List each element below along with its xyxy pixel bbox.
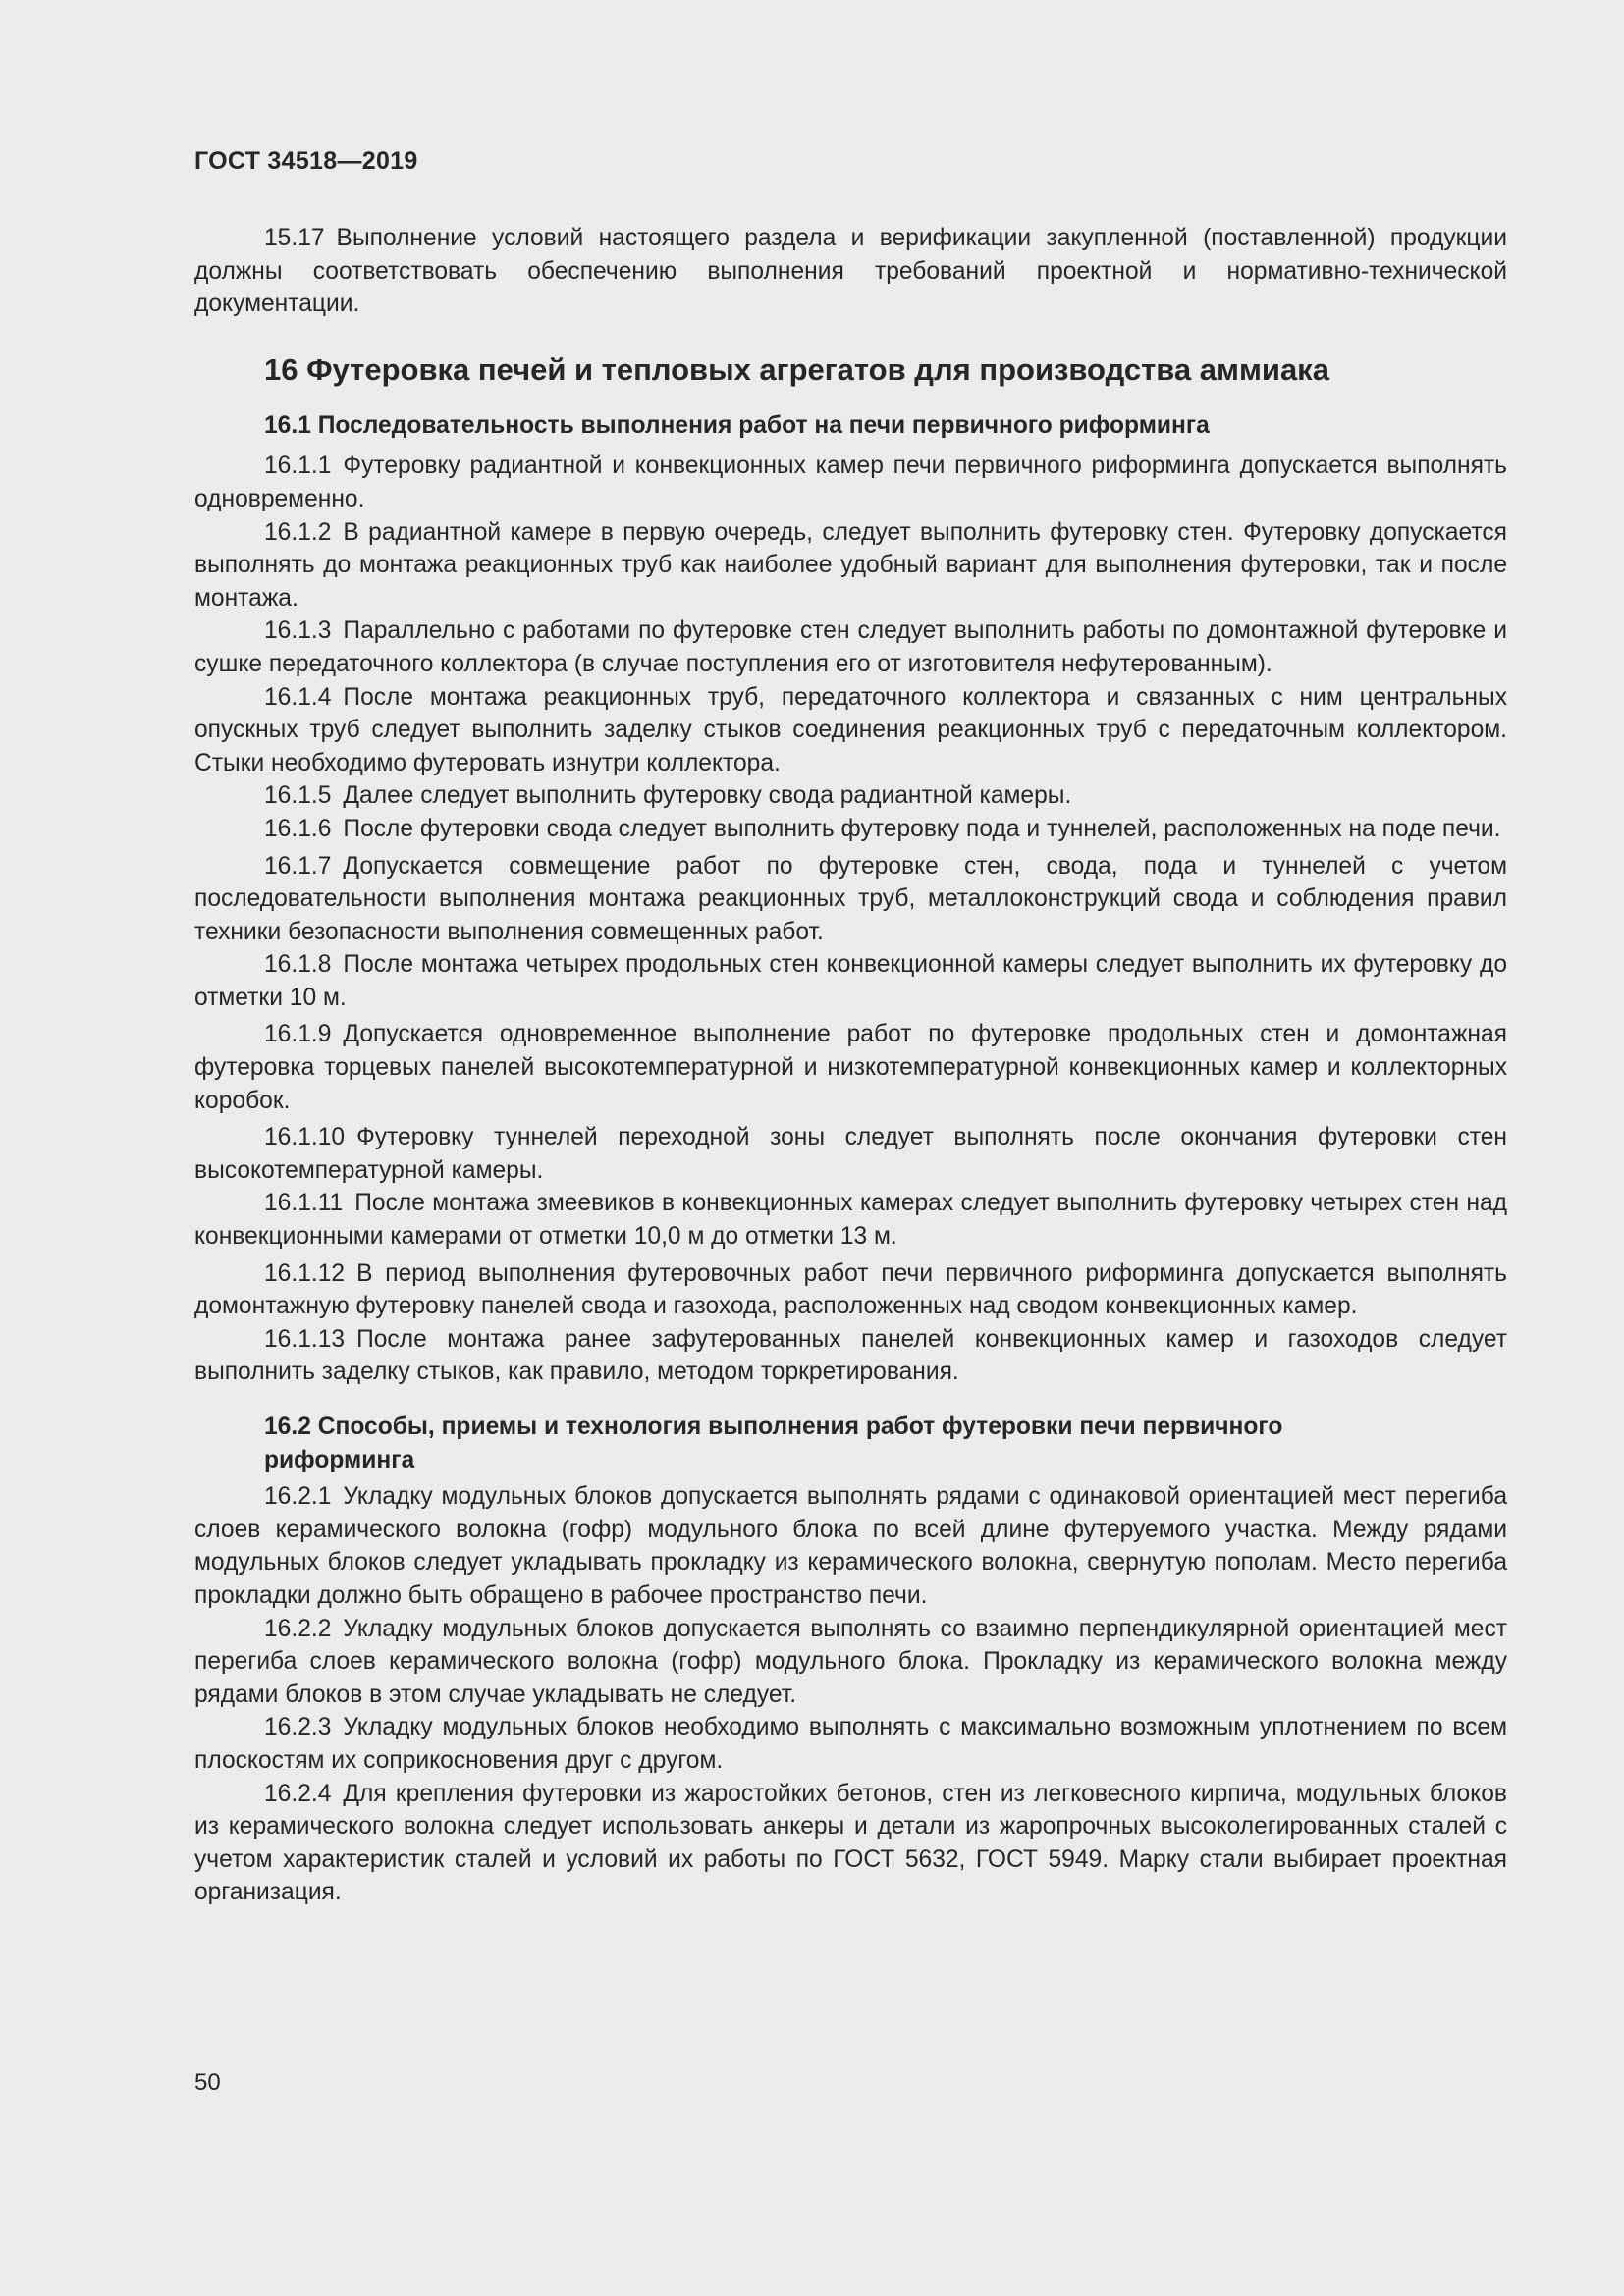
subsection-16-1-paragraphs: [194, 450, 1507, 1389]
paragraph-text: Укладку модульных блоков допускается выполнять рядами с одинаковой ориентацией мест перегиба слоев керамического волокна (гофр) модульного блока по всей длине футеруемого участка. Между рядами модульных блоков следует укладывать прокладку из керамического волокна, свернутую пополам. Место перегиба прокладки должно быть обращено в рабочее пространство печи.: [194, 1483, 1507, 1609]
paragraph-number: 16.1.9: [264, 1021, 332, 1048]
document-header: ГОСТ 34518—2019: [194, 147, 418, 175]
paragraph-16-1-11: [194, 1187, 1507, 1253]
paragraph-16-1-1: [194, 450, 1507, 515]
subsection-16-2-paragraphs: [194, 1480, 1507, 1909]
paragraph-number: 16.1.10: [264, 1124, 346, 1151]
section-title: 16 Футеровка печей и тепловых агрегатов для производства аммиака: [264, 351, 1329, 387]
paragraph-number: 16.2.3: [264, 1714, 332, 1741]
paragraph-text: Для крепления футеровки из жаростойких бетонов, стен из легковесного кирпича, модульных блоков из керамического волокна следует использовать анкеры и детали из жаропрочных высоколегированных сталей с учетом характеристик сталей и условий их работы по ГОСТ 5632, ГОСТ 5949. Марку стали выбирает проектная организация.: [194, 1780, 1507, 1906]
paragraph-text: Допускается совмещение работ по футеровке стен, свода, пода и туннелей с учетом последовательности выполнения монтажа реакционных труб, металлоконструкций свода и соблюдения правил техники безопасности выполнения совмещенных работ.: [194, 852, 1507, 945]
paragraph-text: Футеровку туннелей переходной зоны следует выполнять после окончания футеровки стен высокотемпературной камеры.: [194, 1124, 1507, 1184]
subsection-title-16-2: 16.2 Способы, приемы и технология выполнения работ футеровки печи первичного риформинга: [264, 1414, 1283, 1473]
paragraph-number: 16.1.1: [264, 453, 332, 480]
paragraph-text: После монтажа ранее зафутерованных панелей конвекционных камер и газоходов следует выполнить заделку стыков, как правило, методом торкретирования.: [194, 1325, 1507, 1386]
paragraph-text: В радиантной камере в первую очередь, следует выполнить футеровку стен. Футеровку допускается выполнять до монтажа реакционных труб как наиболее удобный вариант для выполнения футеровки, так и после монтажа.: [194, 518, 1507, 612]
paragraph-16-2-3: [194, 1711, 1507, 1777]
paragraph-16-1-8: [194, 948, 1507, 1014]
paragraph-text: Выполнение условий настоящего раздела и верификации закупленной (поставленной) продукции должны соответствовать обеспечению выполнения требований проектной и нормативно-технической документации.: [194, 225, 1507, 318]
paragraph-16-1-3: [194, 614, 1507, 680]
paragraph-text: После футеровки свода следует выполнить футеровку пода и туннелей, расположенных на поде печи.: [343, 815, 1501, 842]
paragraph-16-1-12: [194, 1257, 1507, 1323]
paragraph-16-1-2: [194, 516, 1507, 615]
paragraph-number: 16.1.13: [264, 1325, 346, 1353]
paragraph-number: 16.1.7: [264, 852, 332, 880]
paragraph-text: Параллельно с работами по футеровке стен следует выполнить работы по домонтажной футеровке и сушке передаточного коллектора (в случае поступления его от изготовителя нефутерованным).: [194, 617, 1507, 677]
paragraph-text: После монтажа реакционных труб, передаточного коллектора и связанных с ним центральных опускных труб следует выполнить заделку стыков соединения реакционных труб с передаточным коллектором. Стыки необходимо футеровать изнутри коллектора.: [194, 683, 1507, 776]
paragraph-16-2-1: [194, 1480, 1507, 1612]
paragraph-16-1-7: [194, 850, 1507, 949]
paragraph-text: После монтажа четырех продольных стен конвекционной камеры следует выполнить их футеровку до отметки 10 м.: [194, 951, 1507, 1011]
paragraph-number: 16.1.4: [264, 683, 332, 711]
paragraph-number: 16.1.11: [264, 1190, 344, 1217]
paragraph-16-2-4: [194, 1778, 1507, 1909]
paragraph-text: Укладку модульных блоков допускается выполнять со взаимно перпендикулярной ориентацией мест перегиба слоев керамического волокна (гофр) модульного блока. Прокладку из керамического волокна между рядами блоков в этом случае укладывать не следует.: [194, 1615, 1507, 1708]
paragraph-number: 16.2.2: [264, 1615, 332, 1642]
paragraph-text: В период выполнения футеровочных работ печи первичного риформинга допускается выполнять домонтажную футеровку панелей свода и газохода, расположенных над сводом конвекционных камер.: [194, 1259, 1507, 1320]
paragraph-number: 16.1.8: [264, 951, 332, 979]
paragraph-16-1-5: [194, 779, 1507, 813]
paragraph-16-1-6: [194, 813, 1507, 846]
paragraph-text: Далее следует выполнить футеровку свода радиантной камеры.: [343, 782, 1072, 810]
paragraph-number: 16.1.6: [264, 815, 332, 842]
paragraph-number: 16.2.4: [264, 1780, 332, 1807]
paragraph-16-1-9: [194, 1018, 1507, 1117]
paragraph-number: 16.1.3: [264, 617, 332, 645]
paragraph-number: 16.1.12: [264, 1259, 346, 1287]
paragraph-number: 16.1.5: [264, 782, 332, 810]
paragraph-16-1-4: [194, 681, 1507, 780]
page-number: 50: [194, 2069, 221, 2096]
subsection-title-16-1: 16.1 Последовательность выполнения работ на печи первичного риформинга: [264, 411, 1210, 439]
paragraph-16-1-10: [194, 1121, 1507, 1187]
paragraph-text: Укладку модульных блоков необходимо выполнять с максимально возможным уплотнением по всем плоскостям их соприкосновения друг с другом.: [194, 1714, 1507, 1774]
paragraph-16-1-13: [194, 1323, 1507, 1389]
paragraph-15-17: [194, 222, 1507, 321]
paragraph-text: Футеровку радиантной и конвекционных камер печи первичного риформинга допускается выполнять одновременно.: [194, 453, 1507, 512]
paragraph-text: Допускается одновременное выполнение работ по футеровке продольных стен и домонтажная футеровка торцевых панелей высокотемпературной и низкотемпературной конвекционных камер и коллекторных коробок.: [194, 1021, 1507, 1114]
page-content: [194, 222, 1507, 1909]
paragraph-16-2-2: [194, 1613, 1507, 1712]
paragraph-number: 16.2.1: [264, 1483, 332, 1511]
paragraph-number: 15.17: [264, 225, 325, 251]
paragraph-text: После монтажа змеевиков в конвекционных камерах следует выполнить футеровку четырех стен над конвекционными камерами от отметки 10,0 м до отметки 13 м.: [194, 1190, 1507, 1251]
paragraph-number: 16.1.2: [264, 518, 332, 546]
